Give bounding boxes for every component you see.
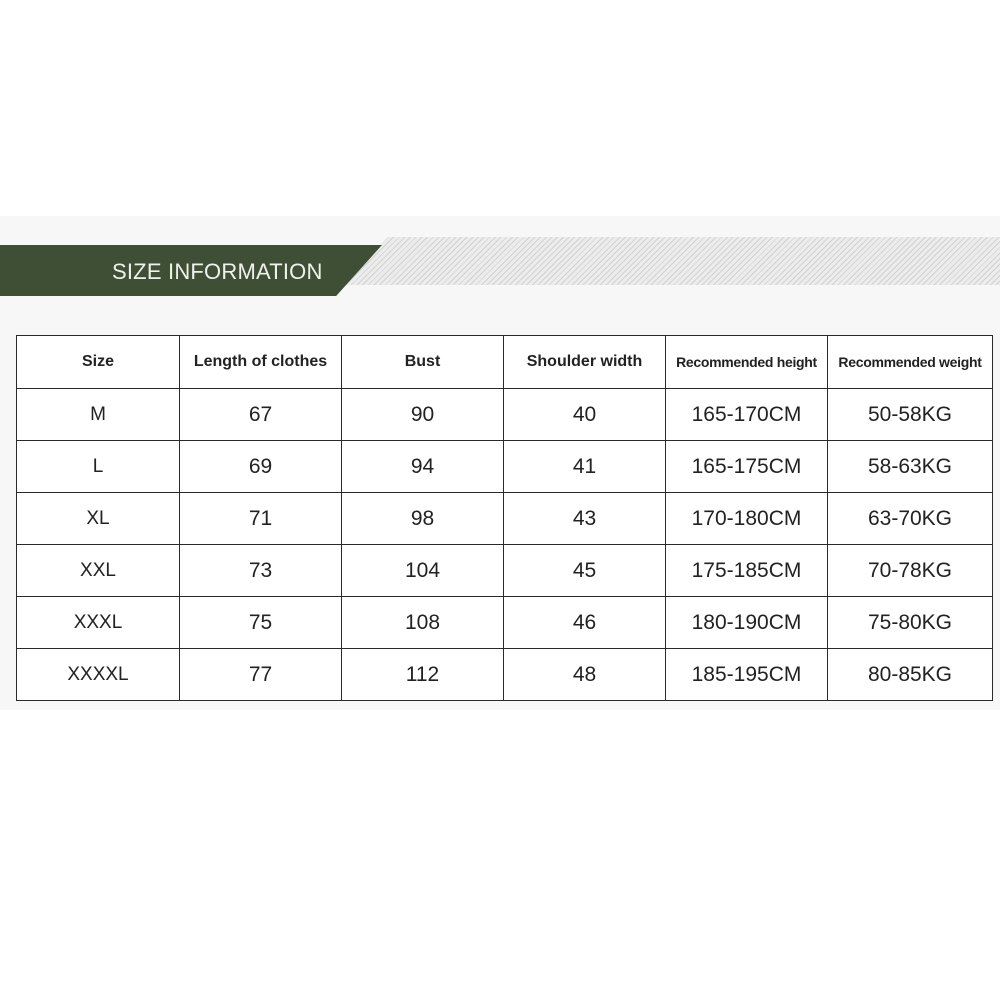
table-row [17, 545, 993, 597]
table-row [17, 441, 993, 493]
cell-length: 73 [180, 545, 342, 597]
cell-shoulder: 43 [504, 493, 666, 545]
cell-weight: 50-58KG [828, 389, 993, 441]
cell-size: XXXXL [17, 649, 180, 701]
cell-bust: 108 [342, 597, 504, 649]
cell-bust: 112 [342, 649, 504, 701]
cell-bust: 98 [342, 493, 504, 545]
cell-size: XXL [17, 545, 180, 597]
cell-shoulder: 45 [504, 545, 666, 597]
cell-size: L [17, 441, 180, 493]
header-shoulder: Shoulder width [504, 336, 666, 389]
header-row [17, 336, 993, 389]
table-row [17, 493, 993, 545]
cell-weight: 80-85KG [828, 649, 993, 701]
cell-length: 69 [180, 441, 342, 493]
cell-height: 165-170CM [666, 389, 828, 441]
cell-shoulder: 41 [504, 441, 666, 493]
cell-shoulder: 48 [504, 649, 666, 701]
cell-weight: 63-70KG [828, 493, 993, 545]
cell-size: XL [17, 493, 180, 545]
header-height: Recommended height [666, 336, 828, 389]
header-bust: Bust [342, 336, 504, 389]
cell-shoulder: 40 [504, 389, 666, 441]
cell-height: 165-175CM [666, 441, 828, 493]
table-row [17, 649, 993, 701]
cell-height: 180-190CM [666, 597, 828, 649]
cell-height: 175-185CM [666, 545, 828, 597]
header-size: Size [17, 336, 180, 389]
cell-length: 71 [180, 493, 342, 545]
banner-title: SIZE INFORMATION [112, 259, 323, 284]
header-weight: Recommended weight [828, 336, 993, 389]
header-length: Length of clothes [180, 336, 342, 389]
cell-length: 75 [180, 597, 342, 649]
cell-bust: 104 [342, 545, 504, 597]
cell-weight: 58-63KG [828, 441, 993, 493]
cell-weight: 70-78KG [828, 545, 993, 597]
cell-bust: 90 [342, 389, 504, 441]
cell-shoulder: 46 [504, 597, 666, 649]
cell-height: 185-195CM [666, 649, 828, 701]
banner-stripes [342, 237, 1000, 285]
cell-bust: 94 [342, 441, 504, 493]
size-table [16, 335, 993, 701]
cell-length: 67 [180, 389, 342, 441]
cell-size: XXXL [17, 597, 180, 649]
cell-length: 77 [180, 649, 342, 701]
cell-weight: 75-80KG [828, 597, 993, 649]
table-row [17, 597, 993, 649]
cell-height: 170-180CM [666, 493, 828, 545]
table-row [17, 389, 993, 441]
cell-size: M [17, 389, 180, 441]
